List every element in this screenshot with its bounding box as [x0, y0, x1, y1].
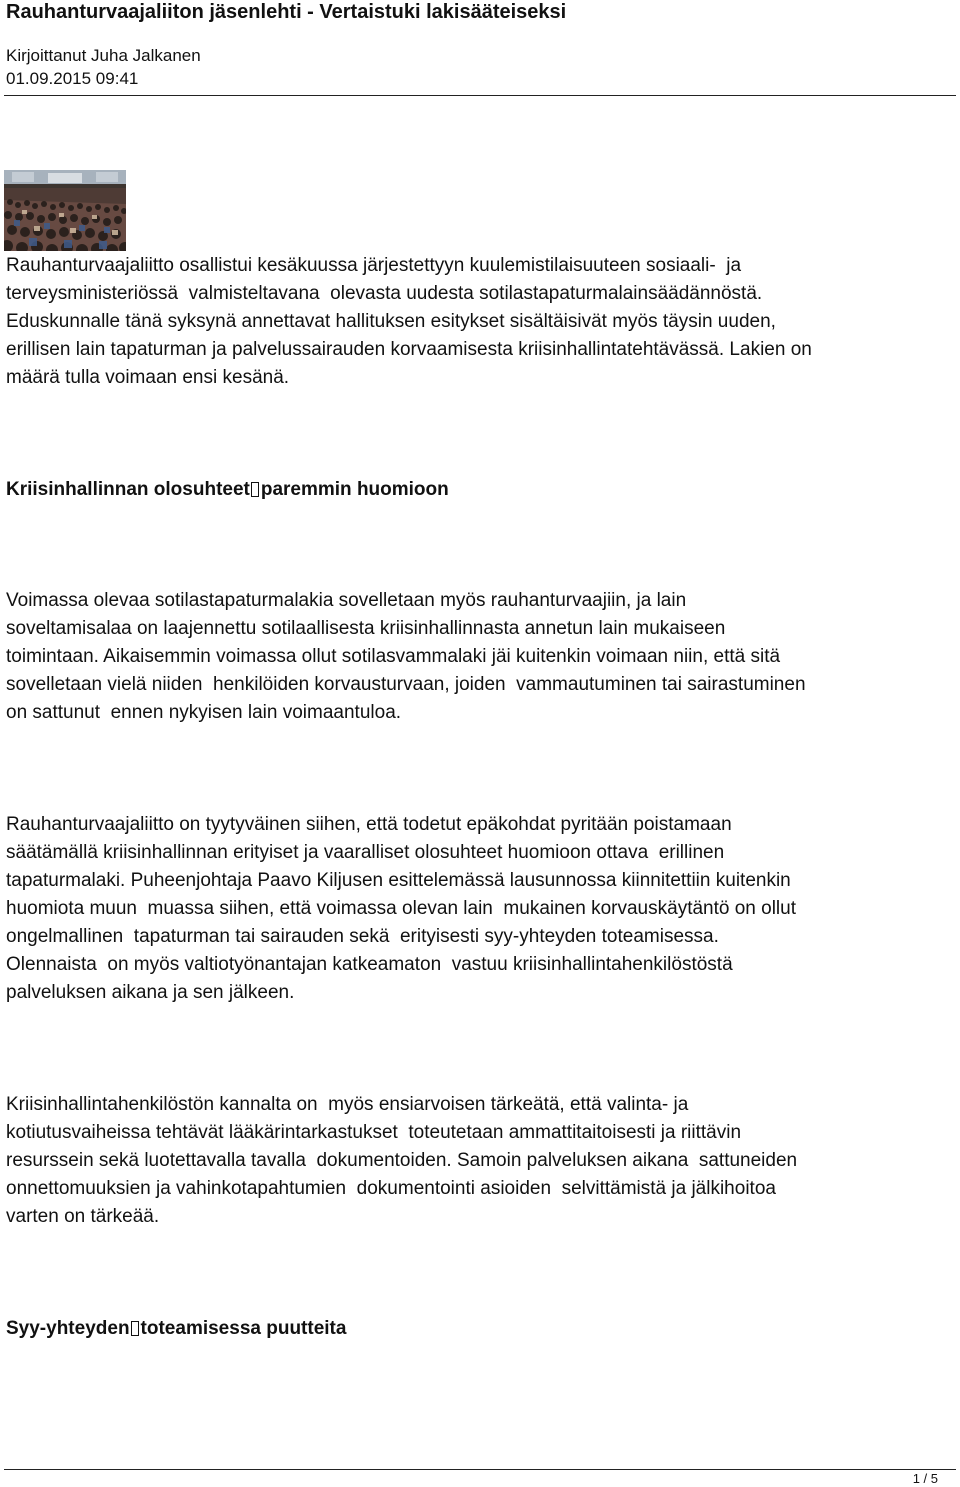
text-line: resurssein sekä luotettavalla tavalla dokumentoiden. Samoin palveluksen aikana sattuneiden — [6, 1150, 798, 1171]
header-divider — [4, 95, 956, 96]
author-byline: Kirjoittanut Juha Jalkanen — [6, 46, 201, 65]
page-title: Rauhanturvaajaliiton jäsenlehti - Vertaistuki lakisääteiseksi — [6, 1, 567, 23]
text-line: toimintaan. Aikaisemmin voimassa ollut sotilasvammalaki jäi kuitenkin voimaan niin, että sitä — [6, 646, 781, 667]
text-line: Olennaista on myös valtiotyönantajan katkeamaton vastuu kriisinhallintahenkilöstöstä — [6, 954, 733, 975]
text-line: erillisen lain tapaturman ja palvelussairauden korvaamisesta kriisinhallintatehtävässä. Lakien on — [6, 339, 812, 360]
section-heading — [6, 1315, 346, 1343]
missing-glyph-box — [131, 1321, 139, 1336]
paragraph-current-law — [6, 587, 954, 727]
text-line: Kriisinhallintahenkilöstön kannalta on myös ensiarvoisen tärkeätä, että valinta- ja — [6, 1094, 689, 1115]
text-line: määrä tulla voimaan ensi kesänä. — [6, 367, 290, 388]
text-line: huomiota muun muassa siihen, että voimassa olevan lain mukainen korvauskäytäntö on ollut — [6, 898, 796, 919]
text-line: palveluksen aikana ja sen jälkeen. — [6, 982, 295, 1003]
heading-text: paremmin huomioon — [260, 479, 449, 500]
heading-text: toteamisessa puutteita — [140, 1318, 347, 1339]
text-line: säätämällä kriisinhallinnan erityiset ja vaaralliset olosuhteet huomioon ottava erillinen — [6, 842, 725, 863]
text-line: ongelmallinen tapaturman tai sairauden sekä erityisesti syy-yhteyden toteamisessa. — [6, 926, 719, 947]
text-line: varten on tärkeää. — [6, 1206, 160, 1227]
text-line: tapaturmalaki. Puheenjohtaja Paavo Kiljusen esittelemässä lausunnossa kiinnitettiin kuitenkin — [6, 870, 791, 891]
footer-divider — [4, 1469, 956, 1470]
publish-datetime: 01.09.2015 09:41 — [6, 69, 139, 88]
text-line: kotiutusvaiheissa tehtävät lääkärintarkastukset toteutetaan ammattitaitoisesti ja riittävin — [6, 1122, 742, 1143]
missing-glyph-box — [251, 482, 259, 497]
text-line: Rauhanturvaajaliitto osallistui kesäkuussa järjestettyyn kuulemistilaisuuteen sosiaali- ja — [6, 255, 742, 276]
text-line: sovelletaan vielä niiden henkilöiden korvausturvaan, joiden vammautuminen tai sairastuminen — [6, 674, 806, 695]
page-number: 1 / 5 — [912, 1471, 938, 1486]
paragraph-statement — [6, 811, 954, 1007]
text-line: soveltamisalaa on laajennettu sotilaallisesta kriisinhallinnasta annetun lain mukaiseen — [6, 618, 726, 639]
text-line: Eduskunnalle tänä syksynä annettavat hallituksen esitykset sisältäisivät myös täysin uuden, — [6, 311, 776, 332]
section-heading — [6, 476, 449, 504]
text-line: onnettomuuksien ja vahinkotapahtumien dokumentointi asioiden selvittämistä ja jälkihoitoa — [6, 1178, 776, 1199]
paragraph-intro — [6, 252, 954, 392]
article-photo — [4, 170, 126, 251]
text-line: terveysministeriössä valmisteltavana olevasta uudesta sotilastapaturmalainsäädännöstä. — [6, 283, 763, 304]
heading-text: Syy-yhteyden — [6, 1318, 130, 1339]
text-line: Rauhanturvaajaliitto on tyytyväinen siihen, että todetut epäkohdat pyritään poistamaan — [6, 814, 732, 835]
paragraph-medical-checks — [6, 1091, 954, 1231]
text-line: on sattunut ennen nykyisen lain voimaantuloa. — [6, 702, 402, 723]
heading-text: Kriisinhallinnan olosuhteet — [6, 479, 250, 500]
text-line: Voimassa olevaa sotilastapaturmalakia sovelletaan myös rauhanturvaajiin, ja lain — [6, 590, 687, 611]
